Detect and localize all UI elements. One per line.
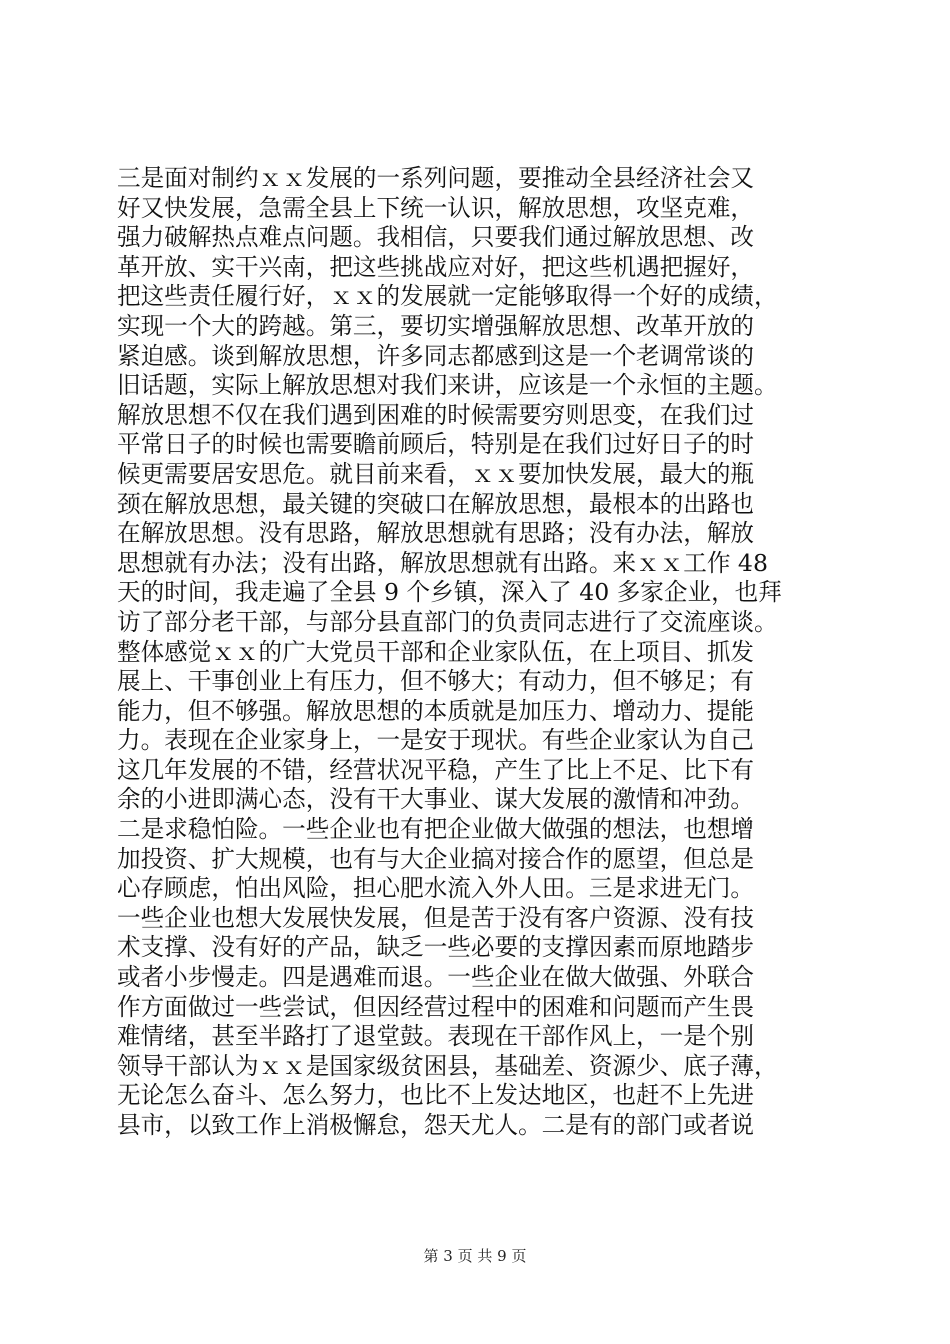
text-line: 余的小进即满心态，没有干大事业、谋大发展的激情和冲劲。 bbox=[117, 785, 755, 814]
text-line: 力。表现在企业家身上，一是安于现状。有些企业家认为自己 bbox=[117, 726, 755, 755]
text-line: 展上、干事创业上有压力，但不够大；有动力，但不够足；有 bbox=[117, 667, 755, 696]
text-line: 旧话题，实际上解放思想对我们来讲，应该是一个永恒的主题。 bbox=[117, 371, 778, 400]
text-line: 无论怎么奋斗、怎么努力，也比不上发达地区，也赶不上先进 bbox=[117, 1081, 755, 1110]
text-line: 三是面对制约ｘｘ发展的一系列问题，要推动全县经济社会又 bbox=[117, 164, 755, 192]
text-line: 整体感觉ｘｘ的广大党员干部和企业家队伍，在上项目、抓发 bbox=[117, 637, 755, 666]
text-line: 领导干部认为ｘｘ是国家级贫困县，基础差、资源少、底子薄， bbox=[117, 1051, 778, 1080]
page-footer: 第 3 页 共 9 页 bbox=[423, 1247, 527, 1265]
text-line: 革开放、实干兴南，把这些挑战应对好，把这些机遇把握好， bbox=[117, 252, 755, 281]
text-line: 解放思想不仅在我们遇到困难的时候需要穷则思变，在我们过 bbox=[117, 400, 755, 429]
text-line: 一些企业也想大发展快发展，但是苦于没有客户资源、没有技 bbox=[117, 903, 755, 932]
text-line: 紧迫感。谈到解放思想，许多同志都感到这是一个老调常谈的 bbox=[117, 341, 755, 370]
text-line: 好又快发展，急需全县上下统一认识，解放思想，攻坚克难， bbox=[117, 193, 755, 222]
text-line: 心存顾虑，怕出风险，担心肥水流入外人田。三是求进无门。 bbox=[117, 874, 755, 903]
text-line: 县市，以致工作上消极懈怠，怨天尤人。二是有的部门或者说 bbox=[117, 1111, 755, 1139]
text-line: 访了部分老干部，与部分县直部门的负责同志进行了交流座谈。 bbox=[117, 607, 778, 636]
text-line: 思想就有办法；没有出路，解放思想就有出路。来ｘｘ工作 48 bbox=[117, 548, 768, 577]
text-line: 平常日子的时候也需要瞻前顾后，特别是在我们过好日子的时 bbox=[117, 430, 755, 459]
text-line: 天的时间，我走遍了全县 9 个乡镇，深入了 40 多家企业，也拜 bbox=[117, 578, 782, 607]
text-line: 实现一个大的跨越。第三，要切实增强解放思想、改革开放的 bbox=[117, 311, 755, 340]
text-line: 候更需要居安思危。就目前来看，ｘｘ要加快发展，最大的瓶 bbox=[117, 459, 755, 488]
text-line: 在解放思想。没有思路，解放思想就有思路；没有办法，解放 bbox=[117, 519, 755, 548]
text-line: 难情绪，甚至半路打了退堂鼓。表现在干部作风上，一是个别 bbox=[117, 1022, 755, 1051]
text-line: 强力破解热点难点问题。我相信，只要我们通过解放思想、改 bbox=[117, 223, 755, 252]
text-line: 加投资、扩大规模，也有与大企业搞对接合作的愿望，但总是 bbox=[117, 844, 755, 873]
text-line: 把这些责任履行好，ｘｘ的发展就一定能够取得一个好的成绩， bbox=[117, 282, 778, 311]
text-line: 术支撑、没有好的产品，缺乏一些必要的支撑因素而原地踏步 bbox=[117, 933, 755, 962]
text-line: 颈在解放思想，最关键的突破口在解放思想，最根本的出路也 bbox=[117, 489, 755, 518]
text-line: 这几年发展的不错，经营状况平稳，产生了比上不足、比下有 bbox=[117, 755, 755, 784]
text-line: 二是求稳怕险。一些企业也有把企业做大做强的想法，也想增 bbox=[117, 815, 755, 844]
text-line: 能力，但不够强。解放思想的本质就是加压力、增动力、提能 bbox=[117, 696, 755, 725]
text-line: 作方面做过一些尝试，但因经营过程中的困难和问题而产生畏 bbox=[117, 992, 755, 1021]
body-text bbox=[117, 164, 835, 1141]
text-line: 或者小步慢走。四是遇难而退。一些企业在做大做强、外联合 bbox=[117, 963, 755, 992]
